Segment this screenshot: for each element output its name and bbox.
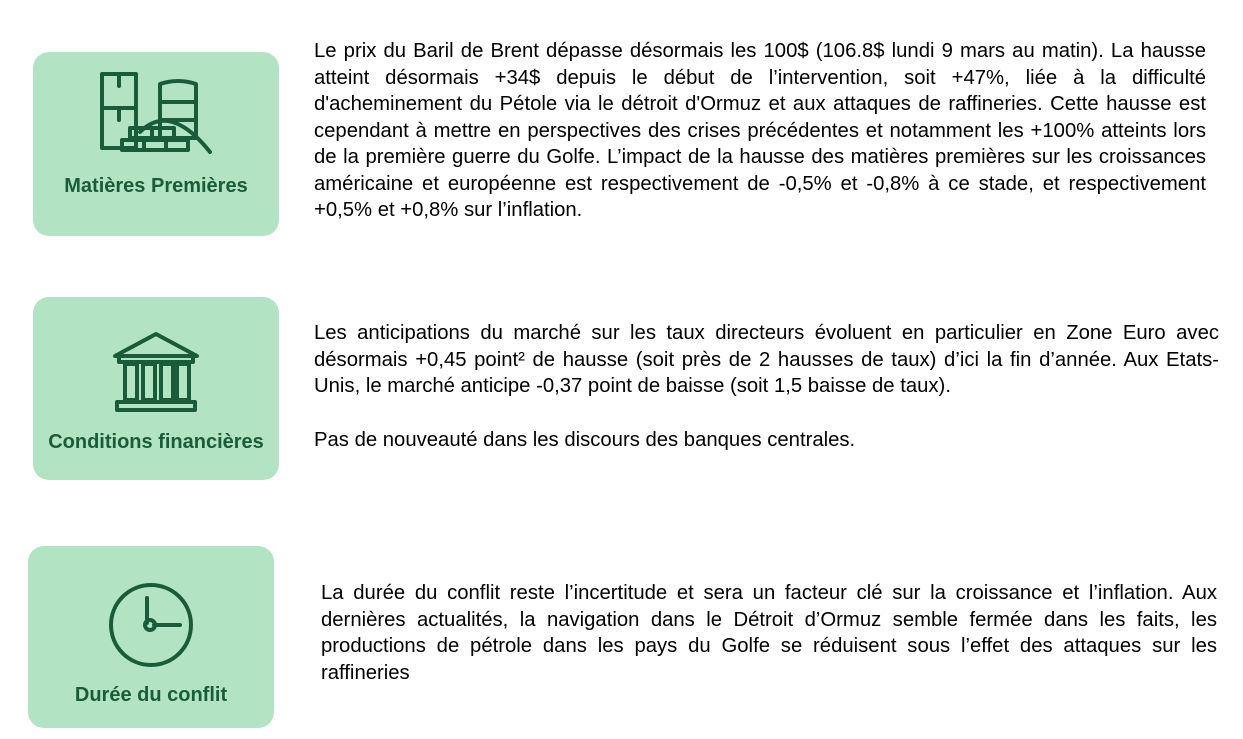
commodities-label: Matières Premières [64, 175, 248, 197]
clock-icon [28, 582, 274, 668]
conflict-duration-card [28, 546, 274, 728]
conflict-duration-label: Durée du conflit [74, 684, 228, 706]
conflict-duration-paragraph: La durée du conflit reste l’incertitude et sera un facteur clé sur la croissance et l’inflation. Aux dernières actualités, la navigation dans le Détroit d’Ormuz semble fermée dans les faits, les productions de pétrole dans les pays du Golfe se réduisent sous l’effet des attaques sur les raffineries [321, 582, 1217, 684]
financial-conditions-card [33, 297, 279, 480]
commodities-paragraph: Le prix du Baril de Brent dépasse désormais les 100$ (106.8$ lundi 9 mars au matin). La hausse atteint désormais +34$ depuis le début de l’intervention, soit +47%, liée à la difficulté d'acheminement du Pétole via le détroit d'Ormuz et aux attaques de raffineries. Cette hausse est cependant à mettre en perspectives des crises précédentes et notamment les +100% atteints lors de la première guerre du Golfe. L’impact de la hausse des matières premières sur les croissances américaine et européenne est respectivement de -0,5% et -0,8% à ce stade, et respectivement +0,5% et +0,8% sur l’inflation. [314, 40, 1206, 221]
financial-conditions-label: Conditions financières [48, 431, 264, 453]
commodities-card [33, 52, 279, 236]
bank-icon [33, 330, 279, 414]
commodities-icon [33, 72, 279, 154]
rates-paragraph: Les anticipations du marché sur les taux directeurs évoluent en particulier en Zone Euro avec désormais +0,45 point² de hausse (soit près de 2 hausses de taux) d’ici la fin d’année. Aux Etats-Unis, le marché anticipe -0,37 point de baisse (soit 1,5 baisse de taux). [314, 322, 1219, 397]
central-banks-paragraph: Pas de nouveauté dans les discours des banques centrales. [314, 429, 856, 451]
